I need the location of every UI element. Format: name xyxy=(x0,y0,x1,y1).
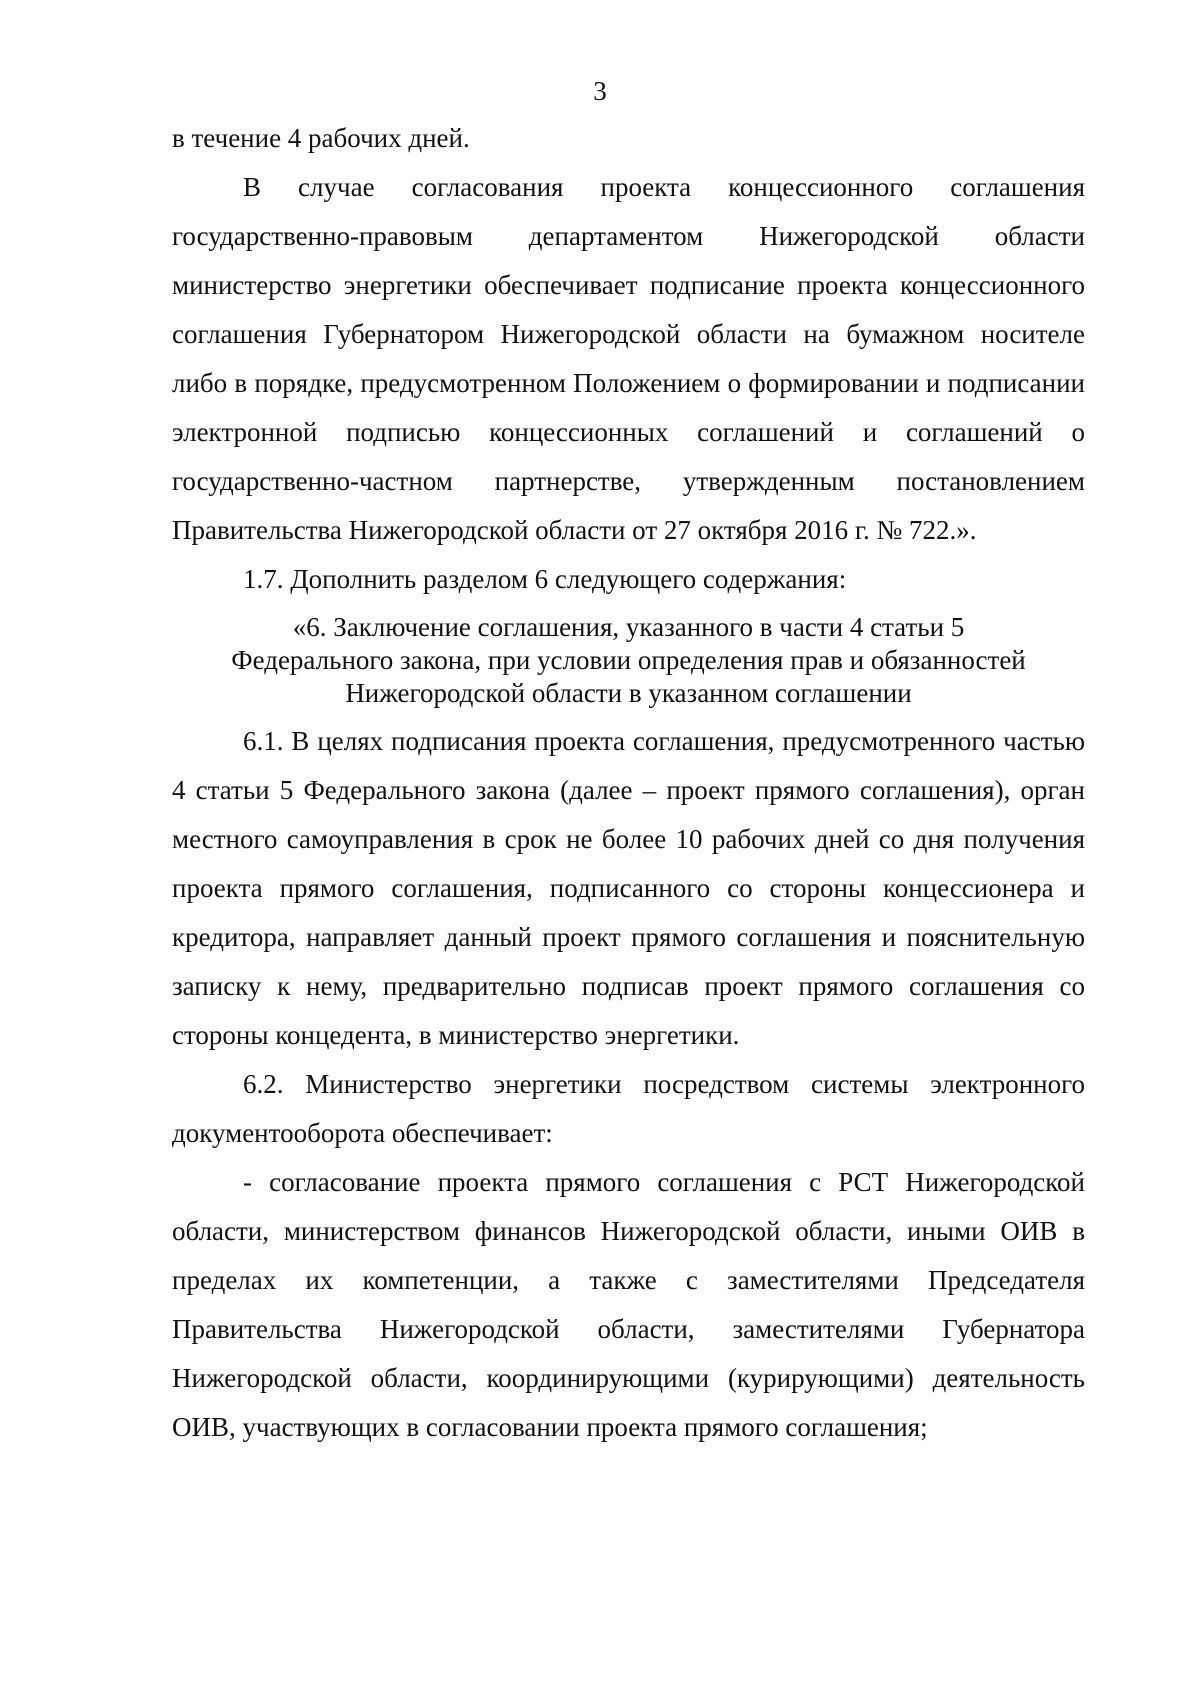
heading-line: Нижегородской области в указанном соглашении xyxy=(345,678,912,708)
paragraph-6-1: 6.1. В целях подписания проекта соглашения, предусмотренного частью 4 статьи 5 Федерального закона (далее – проект прямого соглашения), орган местного самоуправления в срок не более 10 рабочих дней со дня получения проекта прямого соглашения, подписанного со стороны концессионера и кредитора, направляет данный проект прямого соглашения и пояснительную записку к нему, предварительно подписав проект прямого соглашения со стороны концедента, в министерство энергетики. xyxy=(172,726,1085,1050)
heading-line: «6. Заключение соглашения, указанного в части 4 статьи 5 xyxy=(292,612,965,642)
paragraph-approval: В случае согласования проекта концессионного соглашения государственно-правовым департаментом Нижегородской области министерство энергетики обеспечивает подписание проекта концессионного соглашения Губернатором Нижегородской области на бумажном носителе либо в порядке, предусмотренном Положением о формировании и подписании электронной подписью концессионных соглашений и соглашений о государственно-частном партнерстве, утвержденным постановлением Правительства Нижегородской области от 27 октября 2016 г. № 722.». xyxy=(172,172,1085,545)
heading-line: Федерального закона, при условии определения прав и обязанностей xyxy=(231,645,1026,675)
paragraph-list-item: - согласование проекта прямого соглашения с РСТ Нижегородской области, министерством финансов Нижегородской области, иными ОИВ в пределах их компетенции, а также с заместителями Председателя Правительства Нижегородской области, заместителями Губернатора Нижегородской области, координирующими (курирующими) деятельность ОИВ, участвующих в согласовании проекта прямого соглашения; xyxy=(172,1167,1085,1442)
paragraph-continuation: в течение 4 рабочих дней. xyxy=(172,123,470,153)
paragraph-6-2: 6.2. Министерство энергетики посредством системы электронного документооборота обеспечивает: xyxy=(172,1069,1085,1148)
paragraph-item-1-7: 1.7. Дополнить разделом 6 следующего содержания: xyxy=(243,564,847,594)
document-body xyxy=(172,114,1085,1452)
page-number: 3 xyxy=(593,76,607,106)
section-6-heading xyxy=(172,611,1085,710)
